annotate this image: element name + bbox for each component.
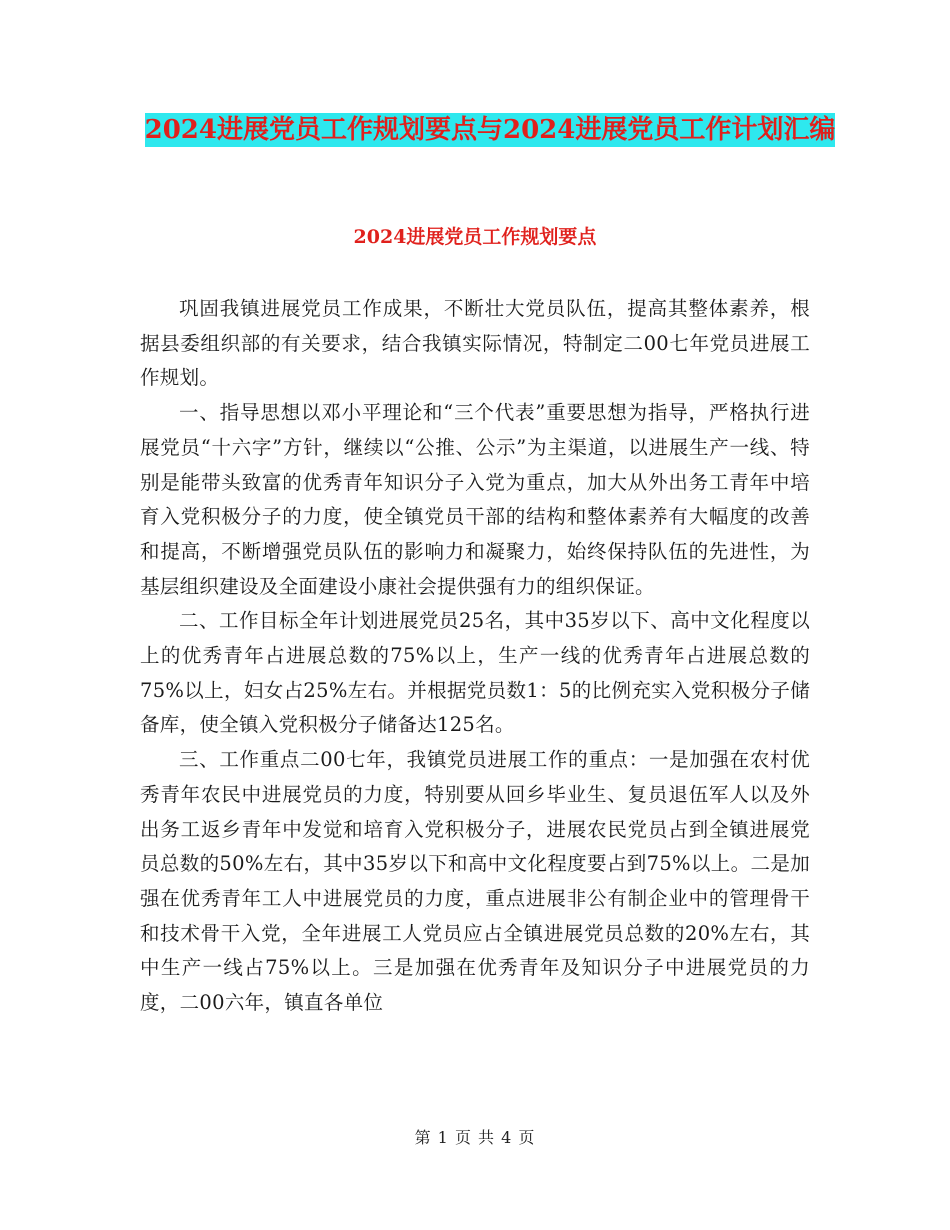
paragraph-guiding-ideology: 一、指导思想以邓小平理论和“三个代表”重要思想为指导，严格执行进展党员“十六字”方针，继续以“公推、公示”为主渠道，以进展生产一线、特别是能带头致富的优秀青年知识分子入党为重点，加大从外出务工青年中培育入党积极分子的力度，使全镇党员干部的结构和整体素养有大幅度的改善和提高，不断增强党员队伍的影响力和凝聚力，始终保持队伍的先进性，为基层组织建设及全面建设小康社会提供强有力的组织保证。 [140, 401, 810, 598]
paragraph-work-focus: 三、工作重点二00七年，我镇党员进展工作的重点：一是加强在农村优秀青年农民中进展党员的力度，特别要从回乡毕业生、复员退伍军人以及外出务工返乡青年中发觉和培育入党积极分子，进展农民党员占到全镇进展党员总数的50%左右，其中35岁以下和高中文化程度要占到75%以上。二是加强在优秀青年工人中进展党员的力度，重点进展非公有制企业中的管理骨干和技术骨干入党，全年进展工人党员应占全镇进展党员总数的20%左右，其中生产一线占75%以上。三是加强在优秀青年及知识分子中进展党员的力度，二00六年，镇直各单位 [140, 748, 810, 1015]
document-title-text: 2024进展党员工作规划要点与2024进展党员工作计划汇编 [144, 115, 836, 145]
document-body [140, 292, 810, 1021]
paragraph-work-goals: 二、工作目标全年计划进展党员25名，其中35岁以下、高中文化程度以上的优秀青年占进展总数的75%以上，生产一线的优秀青年占进展总数的75%以上，妇女占25%左右。并根据党员数1：5的比例充实入党积极分子储备库，使全镇入党积极分子储备达125名。 [140, 609, 810, 737]
paragraph-intro: 巩固我镇进展党员工作成果，不断壮大党员队伍，提高其整体素养，根据县委组织部的有关要求，结合我镇实际情况，特制定二00七年党员进展工作规划。 [140, 297, 810, 390]
page-footer: 第 1 页 共 4 页 [414, 1128, 536, 1147]
section-title: 2024进展党员工作规划要点 [353, 226, 597, 248]
document-title [140, 108, 840, 152]
